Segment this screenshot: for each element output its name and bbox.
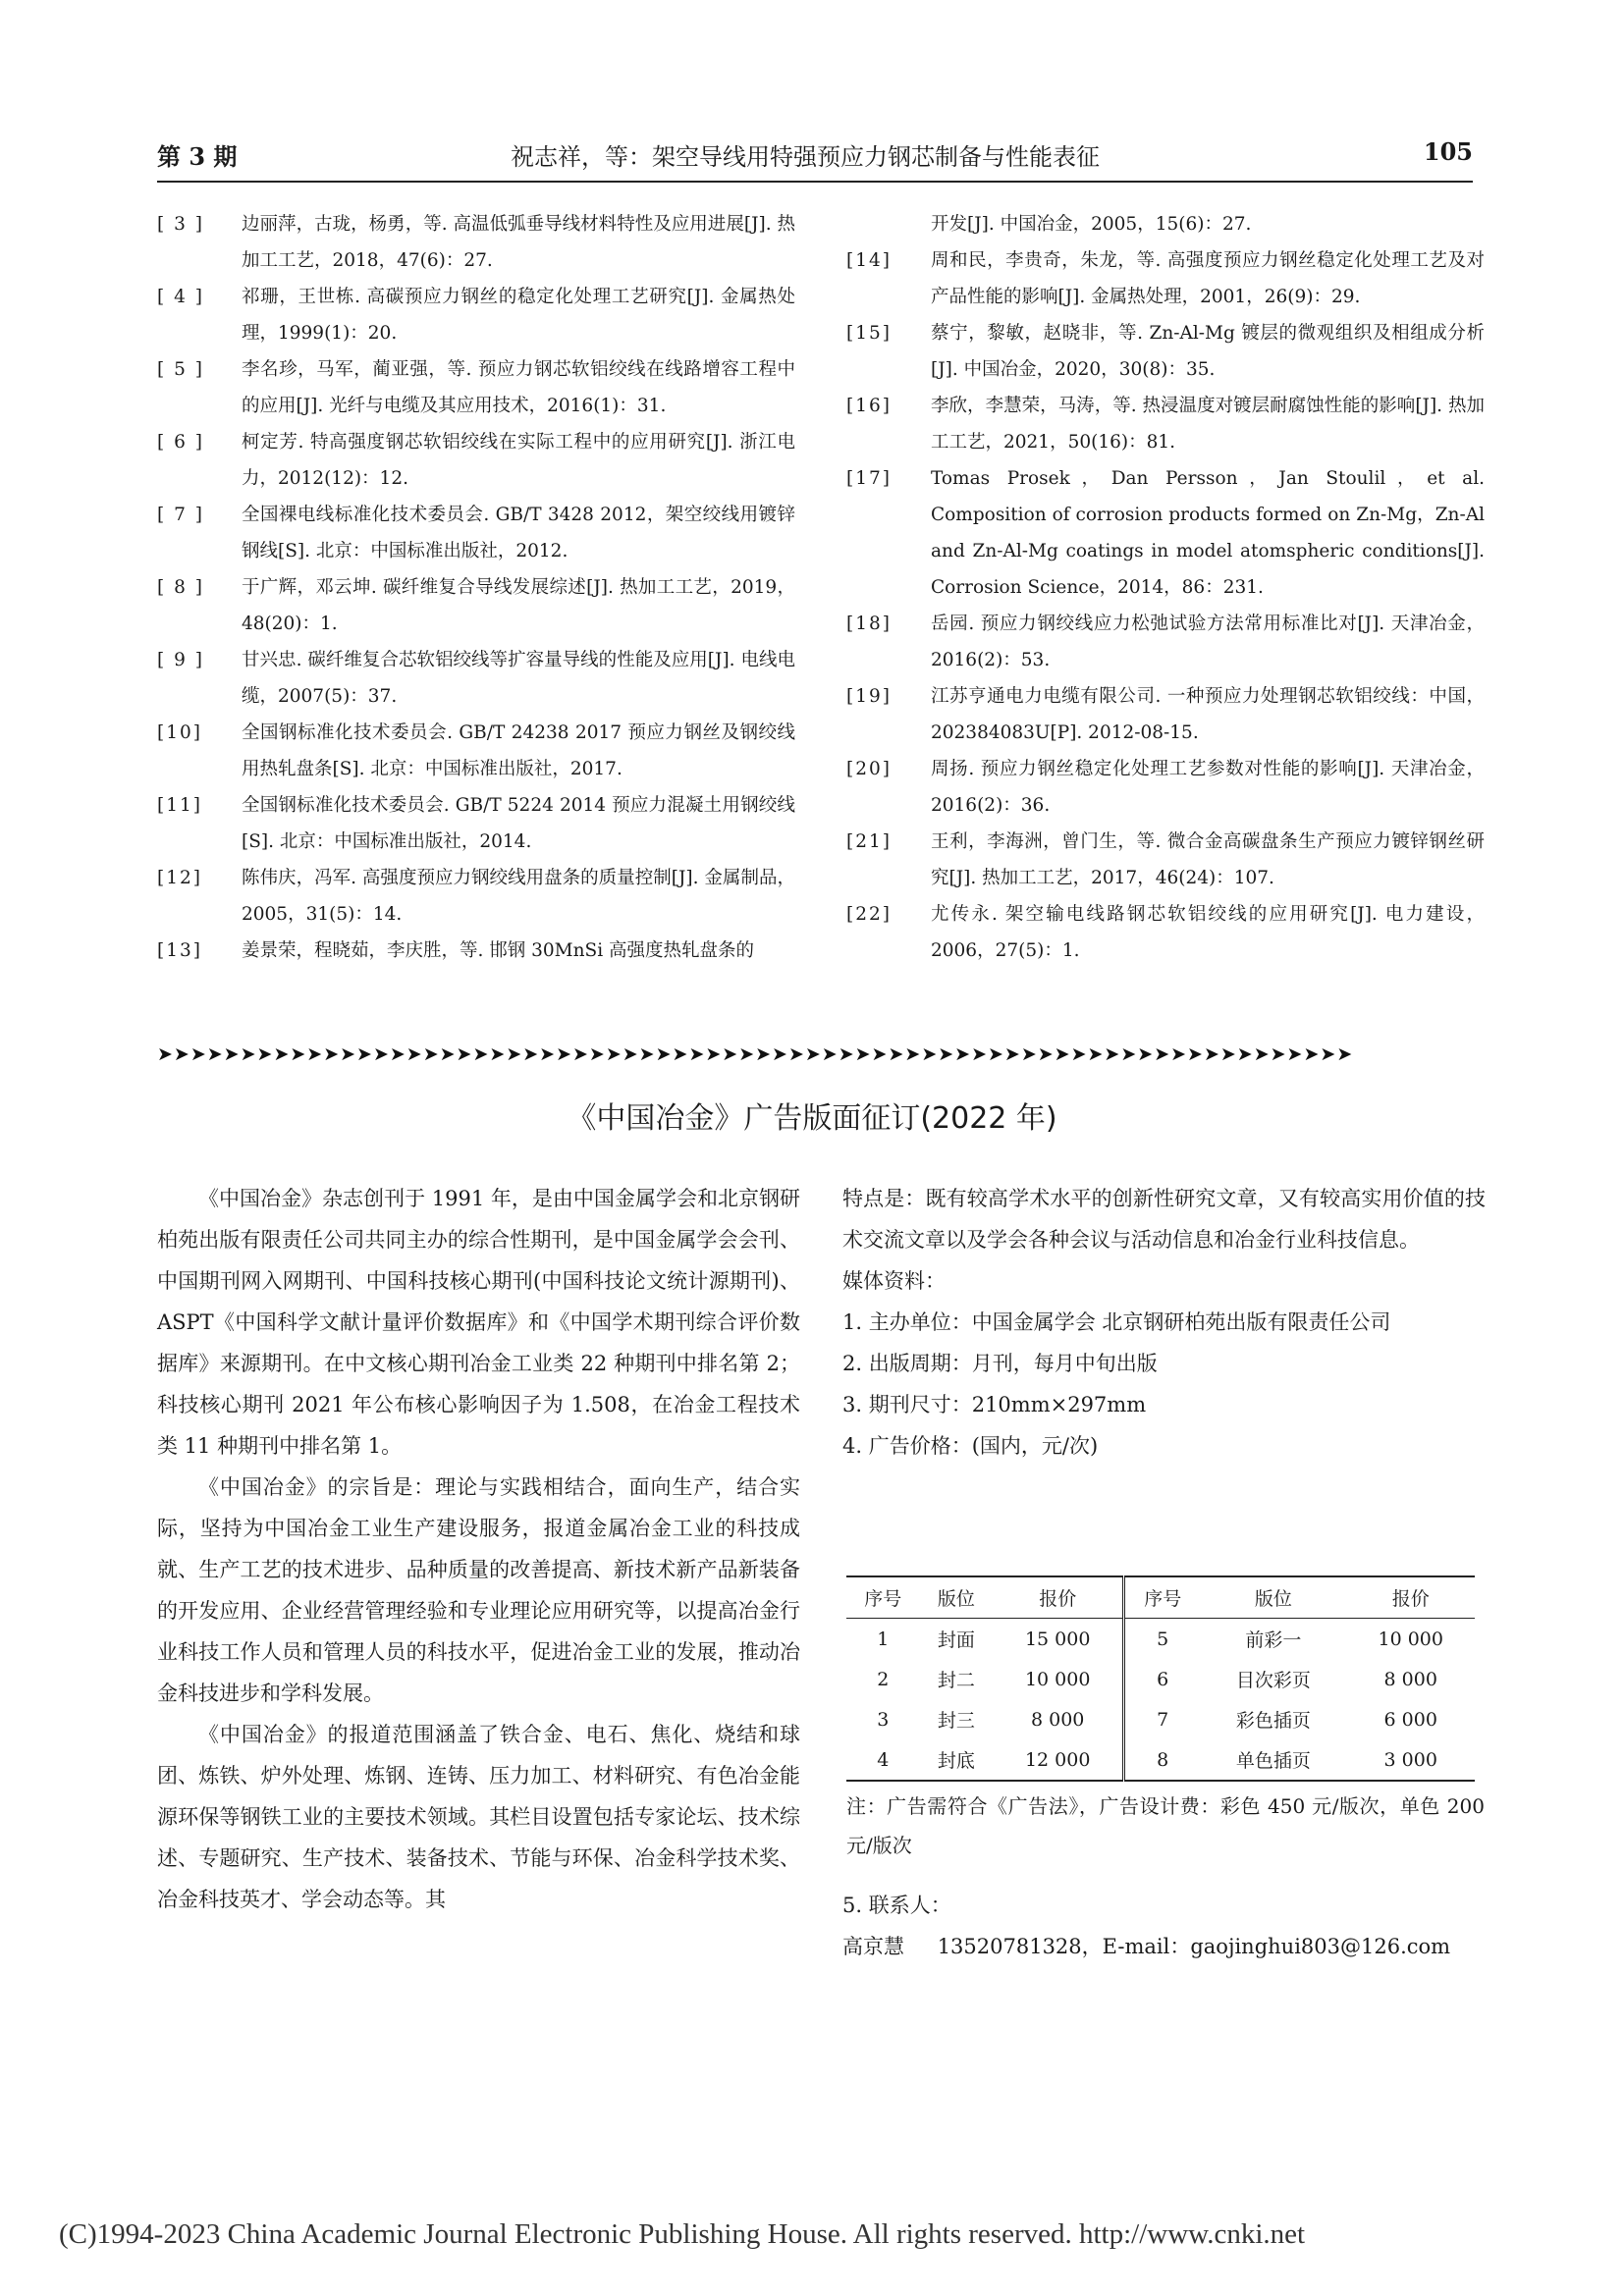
table-cell: 5	[1157, 1628, 1169, 1650]
table-cell: 10 000	[993, 1659, 1123, 1699]
running-title: 祝志祥，等：架空导线用特强预应力钢芯制备与性能表征	[511, 143, 1100, 171]
ad-note	[846, 1787, 1485, 1865]
reference-item	[157, 424, 795, 497]
reference-item	[157, 497, 795, 569]
reference-number: [ 7 ]	[157, 505, 204, 525]
reference-number: [12]	[157, 868, 202, 888]
table-cell: 8	[1157, 1748, 1169, 1771]
col-header: 序号	[1124, 1576, 1201, 1619]
reference-item	[846, 824, 1485, 896]
reference-item	[846, 388, 1485, 460]
reference-number: [ 6 ]	[157, 432, 204, 453]
reference-number: [18]	[846, 614, 892, 634]
table-row	[846, 1739, 1475, 1781]
table-cell: 4	[877, 1748, 890, 1771]
table-cell: 前彩一	[1245, 1629, 1302, 1651]
contact-name: 高京慧	[842, 1935, 904, 1958]
reference-number: [13]	[157, 940, 202, 961]
reference-number: [ 5 ]	[157, 359, 204, 380]
table-cell: 12 000	[993, 1739, 1123, 1781]
ad-paragraph-1: 《中国冶金》杂志创刊于 1991 年，是由中国金属学会和北京钢研柏苑出版有限责任公司共同主办的综合性期刊，是中国金属学会会刊、中国期刊网入网期刊、中国科技核心期刊(中国科技论文统计源期刊)、ASPT《中国科学文献计量评价数据库》和《中国学术期刊综合评价数据库》来源期刊。在中文核心期刊冶金工业类 22 种期刊中排名第 2；科技核心期刊 2021 年公布核心影响因子为 1.508，在冶金工程技术类 11 种期刊中排名第 1。	[157, 1187, 800, 1458]
ad-title: 《中国冶金》广告版面征订(2022 年)	[567, 1101, 1057, 1136]
reference-item	[157, 351, 795, 424]
table-cell: 1	[877, 1628, 890, 1650]
reference-text: 姜景荣，程晓茹，李庆胜，等. 邯钢 30MnSi 高强度热轧盘条的	[242, 940, 755, 961]
reference-number: [20]	[846, 759, 892, 779]
ad-paragraph-3: 《中国冶金》的报道范围涵盖了铁合金、电石、焦化、烧结和球团、炼铁、炉外处理、炼钢、连铸、压力加工、材料研究、有色冶金能源环保等钢铁工业的主要技术领域。其栏目设置包括专家论坛、技术综述、专题研究、生产技术、装备技术、节能与环保、冶金科学技术奖、冶金科技英才、学会动态等。其	[157, 1723, 800, 1911]
table-cell: 7	[1157, 1708, 1169, 1731]
reference-number: [ 3 ]	[157, 214, 204, 235]
reference-text: 李欣，李慧荣，马涛，等. 热浸温度对镀层耐腐蚀性能的影响[J]. 热加工工艺，2021，50(16)：81.	[931, 396, 1485, 453]
reference-number: [ 8 ]	[157, 577, 204, 598]
table-cell: 封二	[937, 1670, 975, 1691]
header-rule	[157, 181, 1473, 183]
reference-text: 李名珍，马军，蔺亚强，等. 预应力钢芯软铝绞线在线路增容工程中的应用[J]. 光纤与电缆及其应用技术，2016(1)：31.	[242, 359, 795, 416]
table-cell: 6	[1157, 1668, 1169, 1690]
reference-item	[846, 606, 1485, 678]
reference-text: 全国裸电线标准化技术委员会. GB/T 3428 2012，架空绞线用镀锌钢线[S]. 北京：中国标准出版社，2012.	[242, 505, 795, 561]
table-cell: 彩色插页	[1235, 1710, 1311, 1732]
reference-item	[157, 642, 795, 715]
reference-continuation: 开发[J]. 中国冶金，2005，15(6)：27.	[931, 214, 1252, 235]
reference-number: [11]	[157, 795, 202, 816]
media-item-1: 1. 主办单位：中国金属学会 北京钢研柏苑出版有限责任公司	[842, 1310, 1391, 1334]
reference-text: 王利，李海洲，曾门生，等. 微合金高碳盘条生产预应力镀锌钢丝研究[J]. 热加工工艺，2017，46(24)：107.	[931, 831, 1485, 888]
col-header: 版位	[1200, 1576, 1346, 1619]
reference-number: [19]	[846, 686, 892, 707]
running-header	[157, 137, 1473, 173]
col-header: 版位	[920, 1576, 994, 1619]
reference-text: 祁珊，王世栋. 高碳预应力钢丝的稳定化处理工艺研究[J]. 金属热处理，1999(1)：20.	[242, 287, 795, 344]
reference-item	[846, 242, 1485, 315]
col-header: 报价	[1346, 1576, 1475, 1619]
reference-text: 周扬. 预应力钢丝稳定化处理工艺参数对性能的影响[J]. 天津冶金，2016(2)：36.	[931, 759, 1485, 816]
table-cell: 3 000	[1383, 1748, 1437, 1771]
reference-item	[157, 279, 795, 351]
reference-text: 全国钢标准化技术委员会. GB/T 5224 2014 预应力混凝土用钢绞线[S]. 北京：中国标准出版社，2014.	[242, 795, 795, 852]
table-cell: 10 000	[1378, 1628, 1443, 1650]
contact-block	[842, 1885, 1490, 1967]
reference-number: [ 4 ]	[157, 287, 204, 307]
reference-item	[157, 569, 795, 642]
reference-item	[846, 678, 1485, 751]
table-cell: 3	[877, 1708, 890, 1731]
reference-text: 甘兴忠. 碳纤维复合芯软铝绞线等扩容量导线的性能及应用[J]. 电线电缆，2007(5)：37.	[242, 650, 795, 707]
reference-item	[157, 860, 795, 933]
table-row	[846, 1659, 1475, 1699]
ad-paragraph-continued: 特点是：既有较高学术水平的创新性研究文章，又有较高实用价值的技术交流文章以及学会各种会议与活动信息和冶金行业科技信息。	[842, 1187, 1486, 1252]
table-cell: 封三	[937, 1710, 975, 1732]
col-header: 序号	[846, 1576, 920, 1619]
issue-label: 第 3 期	[157, 142, 238, 171]
reference-number: [17]	[846, 468, 892, 489]
table-cell: 封底	[937, 1750, 975, 1772]
reference-number: [14]	[846, 250, 892, 271]
reference-item	[846, 751, 1485, 824]
reference-item	[846, 315, 1485, 388]
contact-line	[842, 1926, 1490, 1967]
reference-item	[846, 896, 1485, 969]
table-row	[846, 1619, 1475, 1660]
media-item-4: 4. 广告价格：(国内，元/次)	[842, 1434, 1099, 1458]
reference-text: 岳园. 预应力钢绞线应力松弛试验方法常用标准比对[J]. 天津冶金，2016(2)：53.	[931, 614, 1485, 670]
reference-item	[157, 715, 795, 787]
reference-number: [ 9 ]	[157, 650, 204, 670]
reference-text: 尤传永. 架空输电线路钢芯软铝绞线的应用研究[J]. 电力建设，2006，27(5)：1.	[931, 904, 1485, 961]
copyright-footer: (C)1994-2023 China Academic Journal Electronic Publishing House. All rights reserved. http://www.cnki.net	[59, 2218, 1306, 2250]
reference-number: [10]	[157, 722, 202, 743]
reference-number: [22]	[846, 904, 892, 925]
media-heading: 媒体资料：	[842, 1269, 946, 1293]
note-text: 注：广告需符合《广告法》，广告设计费：彩色 450 元/版次，单色 200 元/版次	[846, 1794, 1485, 1857]
table-cell: 15 000	[993, 1619, 1123, 1660]
reference-item	[846, 460, 1485, 606]
reference-item	[157, 787, 795, 860]
media-item-2: 2. 出版周期：月刊，每月中旬出版	[842, 1352, 1158, 1375]
reference-number: [16]	[846, 396, 892, 416]
table-cell: 封面	[937, 1629, 975, 1651]
ad-paragraph-2: 《中国冶金》的宗旨是：理论与实践相结合，面向生产，结合实际，坚持为中国冶金工业生产建设服务，报道金属冶金工业的科技成就、生产工艺的技术进步、品种质量的改善提高、新技术新产品新装备的开发应用、企业经营管理经验和专业理论应用研究等，以提高冶金行业科技工作人员和管理人员的科技水平，促进冶金工业的发展，推动冶金科技进步和学科发展。	[157, 1475, 800, 1705]
table-cell: 单色插页	[1235, 1750, 1311, 1772]
reference-number: [21]	[846, 831, 892, 852]
references-left-column	[157, 206, 795, 969]
table-cell: 8 000	[1383, 1668, 1437, 1690]
reference-text: 边丽萍，古珑，杨勇，等. 高温低弧垂导线材料特性及应用进展[J]. 热加工工艺，2018，47(6)：27.	[242, 214, 795, 271]
table-cell: 6 000	[1383, 1708, 1437, 1731]
reference-text: 蔡宁，黎敏，赵晓非，等. Zn-Al-Mg 镀层的微观组织及相组成分析[J]. 中国冶金，2020，30(8)：35.	[931, 323, 1485, 380]
reference-number: [15]	[846, 323, 892, 344]
reference-text: 江苏亨通电力电缆有限公司. 一种预应力处理钢芯软铝绞线：中国，202384083U[P]. 2012-08-15.	[931, 686, 1485, 743]
reference-text: 全国钢标准化技术委员会. GB/T 24238 2017 预应力钢丝及钢绞线用热轧盘条[S]. 北京：中国标准出版社，2017.	[242, 722, 795, 779]
contact-info: 13520781328，E-mail：gaojinghui803@126.com	[937, 1935, 1451, 1958]
references-right-column	[846, 206, 1485, 969]
reference-text: 陈伟庆，冯军. 高强度预应力钢绞线用盘条的质量控制[J]. 金属制品，2005，31(5)：14.	[242, 868, 795, 925]
reference-text: Tomas Prosek，Dan Persson，Jan Stoulil，et al. Composition of corrosion products formed on Zn-Mg，Zn-Al and Zn-Al-Mg coatings in model atomspheric conditions[J]. Corrosion Science，2014，86：231.	[931, 468, 1485, 598]
contact-heading: 5. 联系人：	[842, 1894, 951, 1917]
reference-text: 柯定芳. 特高强度钢芯软铝绞线在实际工程中的应用研究[J]. 浙江电力，2012(12)：12.	[242, 432, 795, 489]
reference-text: 于广辉，邓云坤. 碳纤维复合导线发展综述[J]. 热加工工艺，2019，48(20)：1.	[242, 577, 795, 634]
col-header: 报价	[993, 1576, 1123, 1619]
page-number: 105	[1423, 137, 1473, 166]
table-cell: 目次彩页	[1235, 1670, 1311, 1691]
table-cell: 2	[877, 1668, 890, 1690]
reference-text: 周和民，李贵奇，朱龙，等. 高强度预应力钢丝稳定化处理工艺及对产品性能的影响[J]. 金属热处理，2001，26(9)：29.	[931, 250, 1485, 307]
ad-left-column	[157, 1178, 800, 1920]
reference-item	[157, 933, 795, 969]
ad-right-column	[842, 1178, 1486, 1467]
table-row	[846, 1699, 1475, 1739]
reference-item	[157, 206, 795, 279]
section-divider: ➤➤➤➤➤➤➤➤➤➤➤➤➤➤➤➤➤➤➤➤➤➤➤➤➤➤➤➤➤➤➤➤➤➤➤➤➤➤➤➤➤➤➤➤➤➤➤➤➤➤➤➤➤➤➤➤➤➤➤➤➤➤➤➤➤➤➤➤➤➤➤➤	[157, 1043, 1354, 1065]
media-item-3: 3. 期刊尺寸：210mm×297mm	[842, 1393, 1147, 1416]
table-header-row	[846, 1576, 1475, 1619]
table-cell: 8 000	[993, 1699, 1123, 1739]
price-table	[846, 1575, 1475, 1782]
